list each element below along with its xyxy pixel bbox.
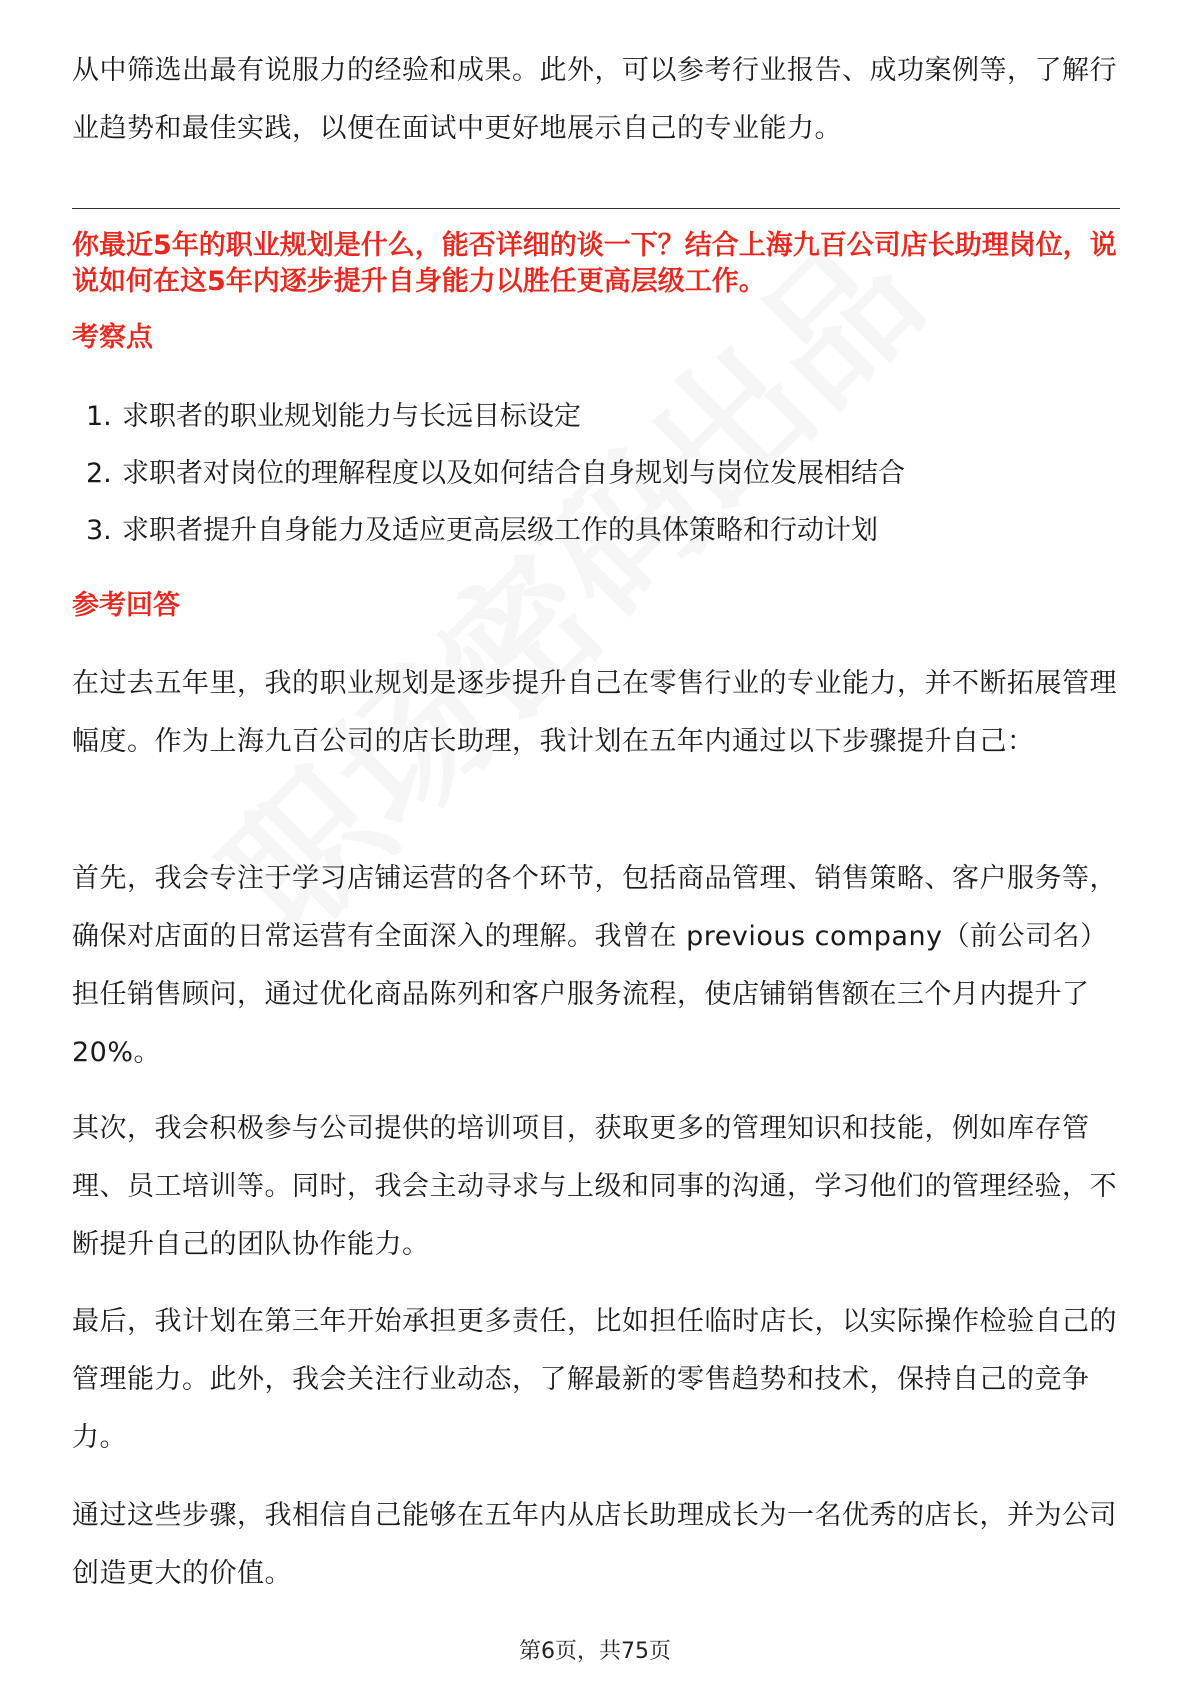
section-divider [72,208,1120,209]
page-number: 第6页，共75页 [519,1639,671,1664]
list-item [86,445,1106,502]
intro-paragraph: 从中筛选出最有说服力的经验和成果。此外，可以参考行业报告、成功案例等，了解行业趋势和最佳实践，以便在面试中更好地展示自己的专业能力。 [72,55,1117,144]
list-item-number: 3. [86,515,112,546]
answer-paragraph: 其次，我会积极参与公司提供的培训项目，获取更多的管理知识和技能，例如库存管理、员工培训等。同时，我会主动寻求与上级和同事的沟通，学习他们的管理经验，不断提升自己的团队协作能力。 [72,1113,1117,1260]
points-heading: 考察点 [72,322,153,353]
answer-heading: 参考回答 [72,590,180,621]
list-item-text: 求职者提升自身能力及适应更高层级工作的具体策略和行动计划 [122,515,878,546]
list-item-number: 1. [86,401,112,432]
answer-paragraph: 最后，我计划在第三年开始承担更多责任，比如担任临时店长，以实际操作检验自己的管理能力。此外，我会关注行业动态，了解最新的零售趋势和技术，保持自己的竞争力。 [72,1306,1117,1453]
question-title: 你最近5年的职业规划是什么，能否详细的谈一下？结合上海九百公司店长助理岗位，说说如何在这5年内逐步提升自身能力以胜任更高层级工作。 [72,230,1117,297]
list-item-text: 求职者的职业规划能力与长远目标设定 [122,401,581,432]
points-list [86,388,1106,559]
document-page [72,0,1120,1684]
answer-paragraph: 首先，我会专注于学习店铺运营的各个环节，包括商品管理、销售策略、客户服务等，确保对店面的日常运营有全面深入的理解。我曾在 previous company（前公司名）担任销售顾问，通过优化商品陈列和客户服务流程，使店铺销售额在三个月内提升了20%。 [72,863,1117,1068]
answer-paragraph: 在过去五年里，我的职业规划是逐步提升自己在零售行业的专业能力，并不断拓展管理幅度。作为上海九百公司的店长助理，我计划在五年内通过以下步骤提升自己： [72,668,1117,757]
list-item [86,388,1106,445]
answer-paragraph: 通过这些步骤，我相信自己能够在五年内从店长助理成长为一名优秀的店长，并为公司创造更大的价值。 [72,1500,1117,1589]
list-item-text: 求职者对岗位的理解程度以及如何结合自身规划与岗位发展相结合 [122,458,905,489]
list-item [86,502,1106,559]
list-item-number: 2. [86,458,112,489]
